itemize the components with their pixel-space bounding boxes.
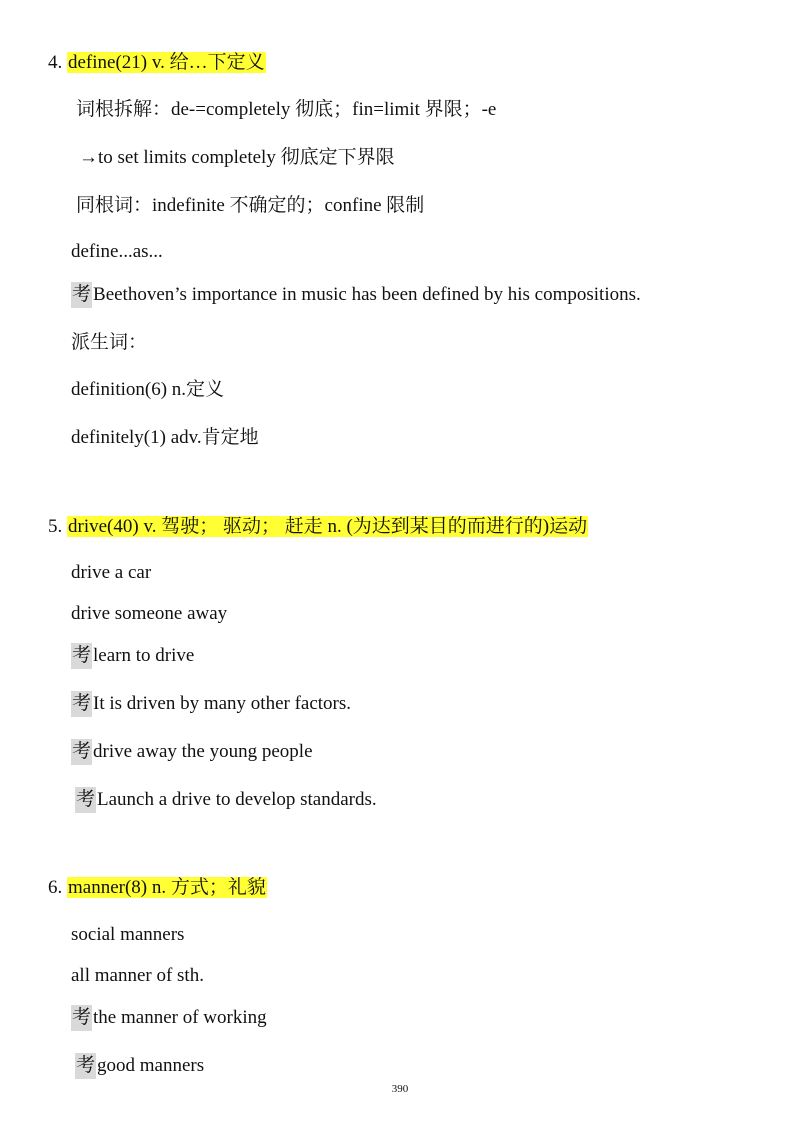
entry-number: 6. bbox=[48, 877, 63, 898]
entry-number: 4. bbox=[48, 52, 63, 73]
exam-sentence: drive away the young people bbox=[93, 741, 313, 762]
exam-example bbox=[75, 1053, 204, 1079]
entry-manner-heading bbox=[48, 875, 267, 901]
phrase-social-manners: social manners bbox=[71, 924, 185, 945]
root-meaning: →to set limits completely 彻底定下界限 bbox=[79, 147, 395, 168]
headword-define: define(21) v. 给…下定义 bbox=[68, 52, 265, 73]
exam-sentence: the manner of working bbox=[93, 1007, 267, 1028]
page-number: 390 bbox=[391, 1083, 409, 1095]
exam-example bbox=[71, 1005, 267, 1031]
exam-mark-icon: 考 bbox=[71, 643, 92, 669]
exam-example bbox=[71, 691, 351, 717]
phrase-drive-someone-away: drive someone away bbox=[71, 603, 228, 624]
exam-example bbox=[75, 787, 377, 813]
exam-mark-icon: 考 bbox=[75, 1053, 96, 1079]
root-breakdown: 词根拆解：de-=completely 彻底；fin=limit 界限；-e bbox=[76, 99, 497, 120]
entry-number: 5. bbox=[48, 516, 63, 537]
exam-mark-icon: 考 bbox=[71, 691, 92, 717]
headword-drive: drive(40) v. 驾驶； 驱动； 赶走 n. (为达到某目的而进行的)运动 bbox=[68, 516, 588, 537]
headword-manner: manner(8) n. 方式；礼貌 bbox=[68, 877, 266, 898]
exam-sentence: learn to drive bbox=[93, 645, 195, 666]
exam-sentence: good manners bbox=[97, 1055, 205, 1076]
exam-example bbox=[71, 739, 313, 765]
exam-sentence: Launch a drive to develop standards. bbox=[97, 789, 377, 810]
exam-mark-icon: 考 bbox=[75, 787, 96, 813]
exam-mark-icon: 考 bbox=[71, 282, 92, 308]
phrase-drive-a-car: drive a car bbox=[71, 562, 152, 583]
exam-mark-icon: 考 bbox=[71, 1005, 92, 1031]
phrase-define-as: define...as... bbox=[71, 241, 163, 262]
phrase-all-manner-of: all manner of sth. bbox=[71, 965, 204, 986]
cognates: 同根词：indefinite 不确定的；confine 限制 bbox=[76, 195, 425, 216]
exam-example bbox=[71, 282, 641, 308]
exam-sentence: Beethoven’s importance in music has been defined by his compositions. bbox=[93, 284, 641, 305]
entry-define-heading bbox=[48, 50, 266, 76]
derived-label: 派生词： bbox=[71, 332, 148, 353]
exam-mark-icon: 考 bbox=[71, 739, 92, 765]
entry-drive-heading bbox=[48, 514, 588, 540]
derived-definitely: definitely(1) adv.肯定地 bbox=[71, 427, 259, 448]
exam-example bbox=[71, 643, 194, 669]
derived-definition: definition(6) n.定义 bbox=[71, 379, 225, 400]
exam-sentence: It is driven by many other factors. bbox=[93, 693, 352, 714]
